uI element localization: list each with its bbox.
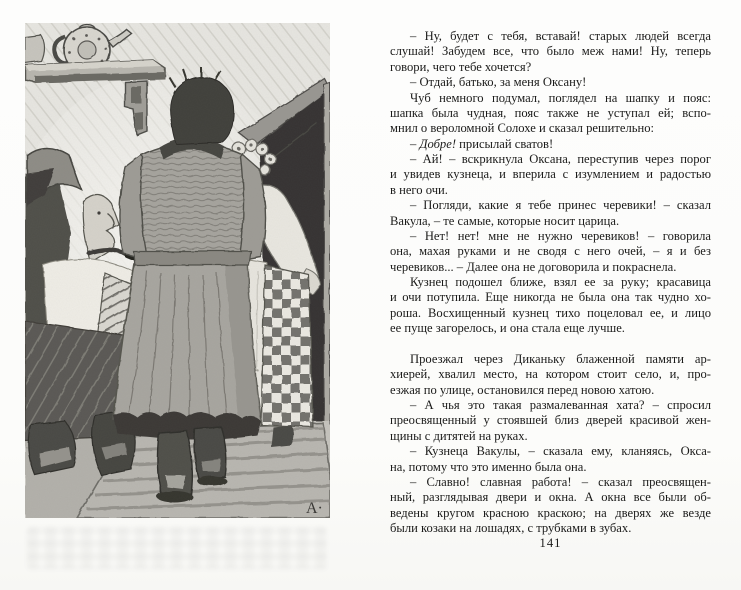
text-line: – Славно! славная работа! – сказал преосвящен-: [410, 474, 711, 489]
text-line: говори, чего тебе хочется?: [390, 59, 532, 74]
text-line: ее пуще загорелось, и она стала еще лучше.: [390, 321, 625, 336]
illustration-svg: [25, 23, 330, 518]
paragraph-gap: [390, 337, 711, 352]
text-line: были козаки на лошадях, с трубками в зубах.: [390, 521, 632, 535]
text-line: черевиков... – Далее она не договорила и покраснела.: [390, 259, 677, 274]
page-number: 141: [539, 536, 562, 550]
text-line: – А чья это такая размалеванная хата? – спросил: [410, 398, 711, 412]
text-line: хиерей, хвалил место, на котором стоит село, и, про-: [390, 367, 711, 382]
text-line: и увидев кузнеца, и вперила с изумлением и радостью: [390, 167, 711, 182]
text-line: щины с дитятей на руках.: [390, 428, 528, 443]
text-line: шапка была чудная, пояс также не уступал ей; вспо-: [390, 105, 711, 120]
text-line: – Кузнеца Вакулы, – сказала ему, кланяясь, Окса-: [410, 444, 711, 459]
text-line: Проезжал через Диканьку блаженной памяти ар-: [410, 351, 711, 366]
text-line: ный, разглядывая двери и окна. А окна все были об-: [390, 490, 711, 505]
text-line: – Погляди, какие я тебе принес черевики! – сказал: [410, 198, 711, 213]
text-line: Кузнец подошел ближе, взял ее за руку; красавица: [410, 275, 711, 289]
text-line: Чуб немного подумал, поглядел на шапку и пояс:: [410, 90, 711, 105]
text-line: мнил о вероломной Солохе и сказал решительно:: [390, 121, 655, 136]
text-line: – Ну, будет с тебя, вставай! старых людей всегда: [410, 29, 711, 43]
text-line: на, потому что это именно была она.: [390, 459, 587, 474]
book-illustration: [25, 23, 330, 518]
text-line: в него очи.: [390, 182, 448, 197]
text-line: слушай! Забудем все, что было меж нами! Ну, теперь: [390, 44, 711, 59]
text-line: и очи потупила. Еще никогда не была она так чудно хо-: [390, 290, 711, 305]
print-bleed-through: [27, 527, 327, 569]
text-block: [390, 29, 711, 536]
text-line: роша. Восхищенный кузнец тихо поцеловал ее, и лицо: [390, 305, 711, 320]
text-line: преосвященный у стоявшей близ дверей красивой жен-: [390, 413, 711, 428]
text-line: – Добре! присылай сватов!: [410, 136, 554, 151]
text-line: она, махая руками и не сводя с него очей, – я и без: [390, 244, 711, 259]
text-line: ведены кругом красною краскою; на дверях же везде: [390, 505, 711, 520]
text-line: Вакула, – те самые, которые носит царица.: [390, 213, 620, 228]
text-line: езжая по улице, остановился перед новою хатою.: [390, 382, 655, 397]
text-line: – Ай! – вскрикнула Оксана, переступив через порог: [410, 152, 711, 166]
text-line: – Отдай, батько, за меня Оксану!: [410, 75, 587, 90]
artist-signature: А·: [306, 500, 323, 517]
text-line: – Нет! нет! мне не нужно черевиков! – говорила: [410, 228, 711, 243]
